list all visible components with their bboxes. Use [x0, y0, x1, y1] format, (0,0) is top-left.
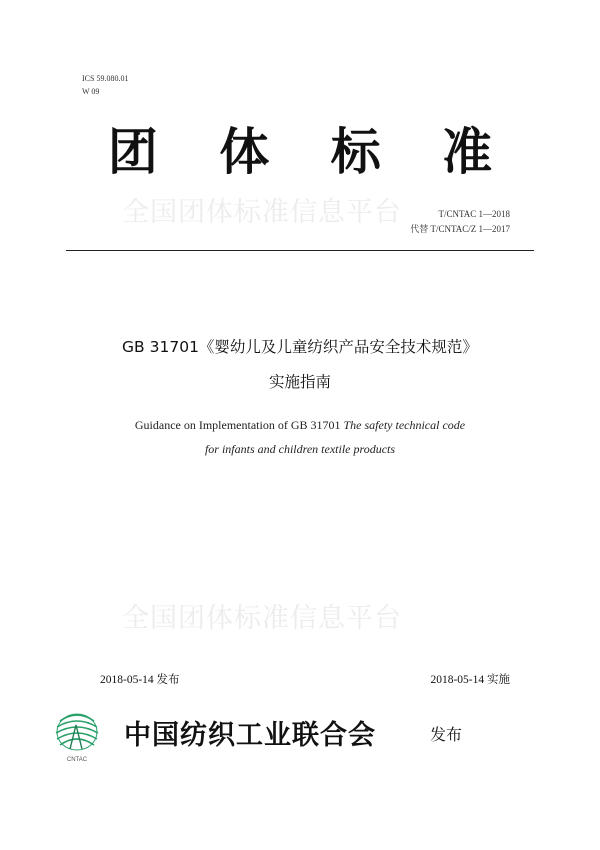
standard-number: T/CNTAC 1—2018 [438, 209, 510, 219]
cntac-logo-icon [52, 705, 102, 755]
watermark-bottom: 全国团体标准信息平台 [122, 603, 402, 634]
header-divider [66, 250, 534, 251]
watermark-top: 全国团体标准信息平台 [122, 197, 402, 228]
english-title-line1 [0, 418, 600, 433]
english-title-line2: for infants and children textile products [204, 442, 396, 456]
publish-date: 2018-05-14 发布 [100, 674, 180, 686]
chinese-title-line1: GB 31701《婴幼儿及儿童纺织产品安全技术规范》 [122, 338, 478, 356]
standard-number-block [410, 207, 510, 237]
ics-code: ICS 59.080.01 [82, 74, 129, 83]
replaces-number: 代替 T/CNTAC/Z 1—2017 [410, 224, 510, 234]
document-type-title: 团 体 标 准 [107, 122, 515, 181]
implementation-date: 2018-05-14 实施 [430, 674, 510, 686]
english-title-italic: The safety technical code [343, 418, 466, 432]
classification-codes [82, 72, 128, 98]
english-title-prefix: Guidance on Implementation of GB 31701 [134, 418, 344, 432]
chinese-title-line2: 实施指南 [268, 373, 331, 391]
issuing-organization: 中国纺织工业联合会 [124, 720, 376, 751]
ccs-code: W 09 [82, 87, 100, 96]
logo-caption: CNTAC [66, 757, 88, 763]
issued-label: 发布 [430, 725, 463, 744]
